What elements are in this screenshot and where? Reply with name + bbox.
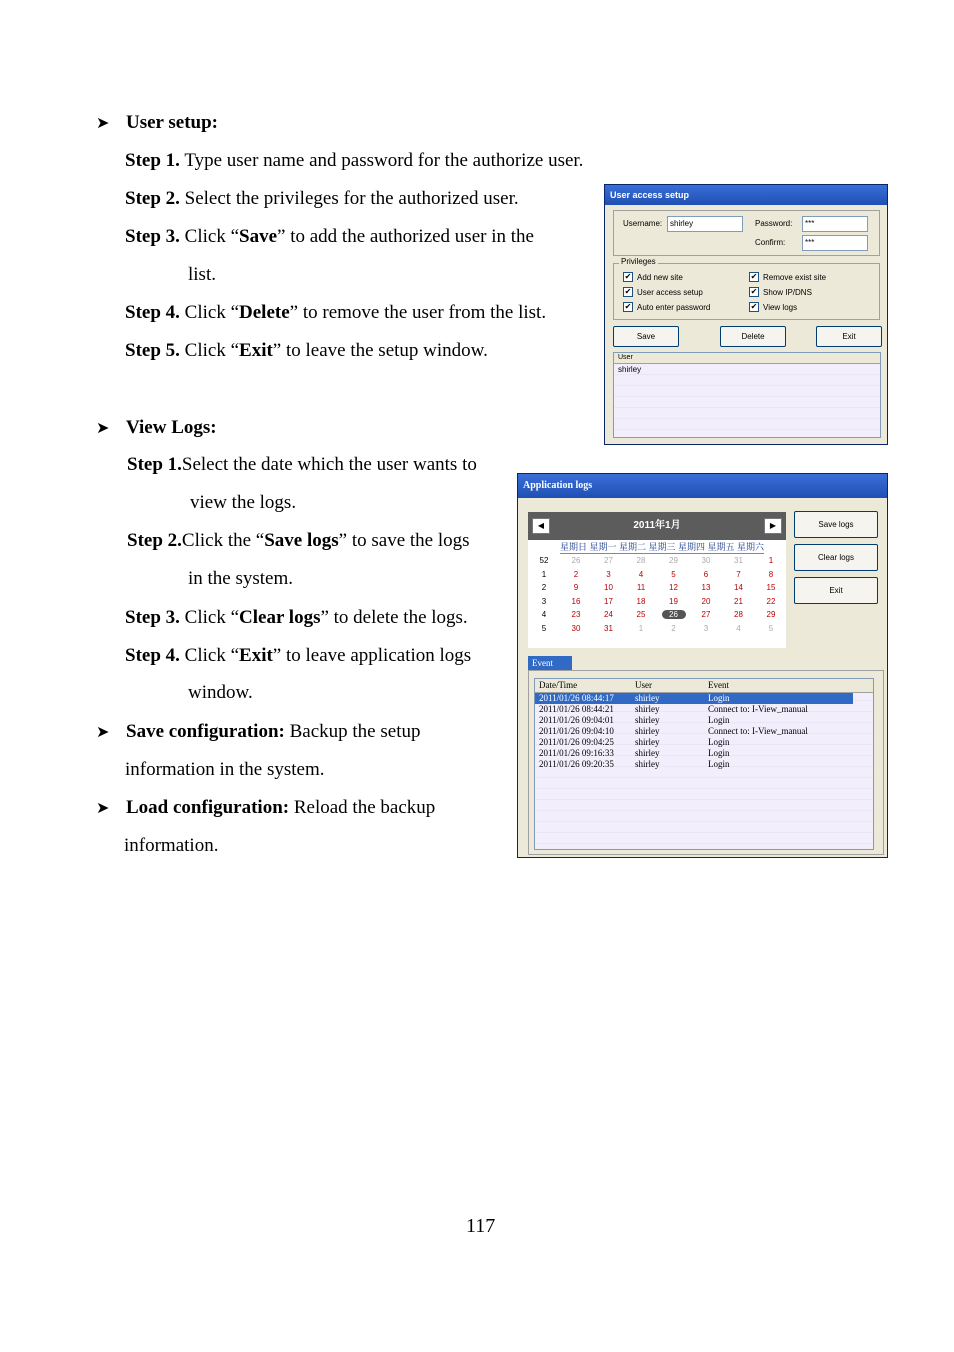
bullet-arrow-icon: ➤ [96,113,110,132]
save-config-item: Save configuration: Backup the setup [126,721,421,742]
prev-month-button[interactable]: ◀ [532,518,550,534]
cell-event: Connect to: I-View_manual [708,726,808,736]
cell-event: Login [708,737,730,747]
calendar-day[interactable]: 24 [604,610,613,620]
calendar-day[interactable]: 2 [671,624,676,633]
password-label: Password: [755,219,793,228]
col-datetime[interactable]: Date/Time [539,680,578,690]
calendar-day[interactable]: 5 [768,624,774,633]
bullet-arrow-icon: ➤ [96,722,110,741]
calendar-day[interactable]: 14 [734,583,743,593]
user-access-window [604,184,888,445]
calendar-day[interactable]: 10 [604,583,613,593]
username-label: Username: [623,219,663,228]
calendar-day[interactable]: 11 [636,583,646,593]
page-number: 117 [466,1215,496,1237]
calendar-day[interactable]: 30 [701,556,711,565]
remove-exist-site-checkbox[interactable]: ✔ [750,272,758,281]
calendar-day[interactable]: 5 [671,569,676,579]
vl-step2-cont: in the system. [188,568,294,589]
calendar-day[interactable]: 27 [701,610,711,620]
calendar-day[interactable]: 27 [604,556,613,565]
exit-logs-button[interactable]: Exit [794,577,878,604]
calendar-day[interactable]: 18 [636,596,646,606]
cell-datetime: 2011/01/26 08:44:17 [539,693,614,703]
application-logs-window [517,473,888,858]
save-config-cont: information in the system. [125,759,325,780]
cell-user: shirley [635,748,660,758]
calendar-day[interactable]: 3 [703,624,709,633]
auto-enter-password-checkbox[interactable]: ✔ [624,302,632,311]
user-list-item[interactable]: shirley [618,365,642,374]
week-number: 5 [541,624,547,633]
next-month-button[interactable]: ▶ [764,518,782,534]
vl-step1-cont: view the logs. [190,492,297,513]
calendar-day[interactable]: 29 [766,610,776,620]
table-row[interactable] [535,759,873,770]
table-row[interactable] [535,726,873,737]
confirm-input[interactable]: *** [802,235,868,251]
view-logs-label: View logs [763,303,798,312]
user-list-header[interactable]: User [614,353,880,364]
week-number: 1 [541,569,547,579]
cell-user: shirley [635,693,660,703]
save-logs-button[interactable]: Save logs [794,511,878,538]
calendar-day[interactable]: 3 [606,569,611,579]
calendar-day[interactable]: 29 [669,556,678,565]
password-input[interactable]: *** [802,216,868,232]
event-tab[interactable]: Event [528,656,572,670]
event-table[interactable] [534,678,874,850]
calendar-day[interactable]: 1 [638,624,644,633]
col-event[interactable]: Event [708,680,729,690]
calendar-day[interactable]: 4 [736,624,741,633]
us-step2: Step 2. Select the privileges for the authorized user. [125,188,519,209]
table-row[interactable] [535,704,873,715]
calendar-day[interactable]: 17 [604,596,613,606]
vl-step2: Step 2.Click the “Save logs” to save the logs [127,530,470,551]
vl-step1: Step 1.Select the date which the user wants to [127,454,477,475]
calendar-day[interactable]: 16 [571,596,581,606]
save-button[interactable]: Save [613,326,679,347]
week-number: 3 [541,596,547,606]
remove-exist-site-label: Remove exist site [763,273,827,282]
view-logs-title: View Logs: [126,417,217,438]
calendar-day[interactable]: 12 [669,583,678,593]
calendar-day[interactable]: 31 [604,624,613,633]
calendar-day[interactable]: 7 [736,569,741,579]
cell-user: shirley [635,726,660,736]
calendar-day[interactable]: 6 [703,569,709,579]
load-config-item: Load configuration: Reload the backup [126,797,436,818]
cell-datetime: 2011/01/26 09:04:25 [539,737,614,747]
us-step3: Step 3. Click “Save” to add the authorized user in the [125,226,534,247]
username-input[interactable]: shirley [667,216,743,232]
user-access-setup-label: User access setup [637,288,703,297]
user-setup-title: User setup: [126,112,219,133]
cell-event: Login [708,759,730,769]
us-step5: Step 5. Click “Exit” to leave the setup window. [125,340,488,361]
table-row[interactable] [535,693,853,704]
calendar-day[interactable]: 21 [734,596,743,606]
delete-button[interactable]: Delete [720,326,786,347]
calendar-day[interactable]: 15 [766,583,776,593]
cell-event: Connect to: I-View_manual [708,704,808,714]
calendar[interactable] [528,512,786,648]
table-row[interactable] [535,748,873,759]
calendar-day[interactable]: 22 [766,596,776,606]
cell-datetime: 2011/01/26 09:04:10 [539,726,614,736]
load-config-cont: information. [124,835,219,856]
vl-step4-cont: window. [188,682,253,703]
cell-user: shirley [635,704,660,714]
calendar-day[interactable]: 2 [573,569,579,579]
col-user[interactable]: User [635,680,652,690]
cell-event: Login [708,715,730,725]
us-step1: Step 1. Type user name and password for the authorize user. [125,150,584,171]
calendar-day[interactable]: 1 [768,556,774,565]
cell-datetime: 2011/01/26 08:44:21 [539,704,614,714]
week-number: 4 [541,610,547,620]
calendar-day[interactable]: 28 [636,556,646,565]
calendar-day[interactable]: 19 [669,596,678,606]
calendar-day[interactable]: 23 [571,610,581,620]
privileges-label: Privileges [621,257,656,266]
us-step3-cont: list. [188,264,216,285]
window-title: Application logs [518,474,887,498]
table-row[interactable] [535,715,873,726]
cell-datetime: 2011/01/26 09:20:35 [539,759,614,769]
vl-step4: Step 4. Click “Exit” to leave application logs [125,645,472,666]
cell-user: shirley [635,759,660,769]
calendar-day[interactable]: 25 [636,610,646,620]
clear-logs-button[interactable]: Clear logs [794,544,878,571]
cell-user: shirley [635,737,660,747]
add-new-site-label: Add new site [637,273,683,282]
calendar-day[interactable]: 4 [638,569,644,579]
calendar-day[interactable]: 8 [768,569,774,579]
week-number: 2 [541,583,547,593]
cell-event: Login [708,748,730,758]
calendar-day[interactable]: 20 [701,596,711,606]
calendar-month: 2011年1月 [528,512,786,540]
window-title: User access setup [605,185,887,205]
cell-datetime: 2011/01/26 09:04:01 [539,715,614,725]
add-new-site-checkbox[interactable]: ✔ [624,272,632,281]
weekday-header: 星期日 星期一 星期二 星期三 星期四 星期五 星期六 [560,542,765,552]
user-access-setup-checkbox[interactable]: ✔ [624,287,632,296]
cell-event: Login [708,693,730,703]
exit-button[interactable]: Exit [816,326,882,347]
view-logs-checkbox[interactable]: ✔ [750,302,758,311]
us-step4: Step 4. Click “Delete” to remove the user from the list. [125,302,547,323]
calendar-day[interactable]: 28 [734,610,743,620]
cell-user: shirley [635,715,660,725]
bullet-arrow-icon: ➤ [96,418,110,437]
bullet-arrow-icon: ➤ [96,798,110,817]
calendar-day[interactable]: 13 [701,583,711,593]
show-ipdns-checkbox[interactable]: ✔ [750,287,758,296]
event-table-header [535,679,873,693]
vl-step3: Step 3. Click “Clear logs” to delete the logs. [125,607,468,628]
show-ipdns-label: Show IP/DNS [763,288,812,297]
week-number: 52 [539,556,549,565]
calendar-day[interactable]: 31 [734,556,743,565]
user-list[interactable] [613,352,881,438]
calendar-day[interactable]: 26 [571,556,581,565]
auto-enter-password-label: Auto enter password [637,303,711,312]
table-row[interactable] [535,737,873,748]
confirm-label: Confirm: [755,238,786,247]
calendar-day-selected[interactable]: 26 [662,610,686,619]
calendar-day[interactable]: 30 [571,624,581,633]
calendar-day[interactable]: 9 [573,583,579,593]
cell-datetime: 2011/01/26 09:16:33 [539,748,614,758]
